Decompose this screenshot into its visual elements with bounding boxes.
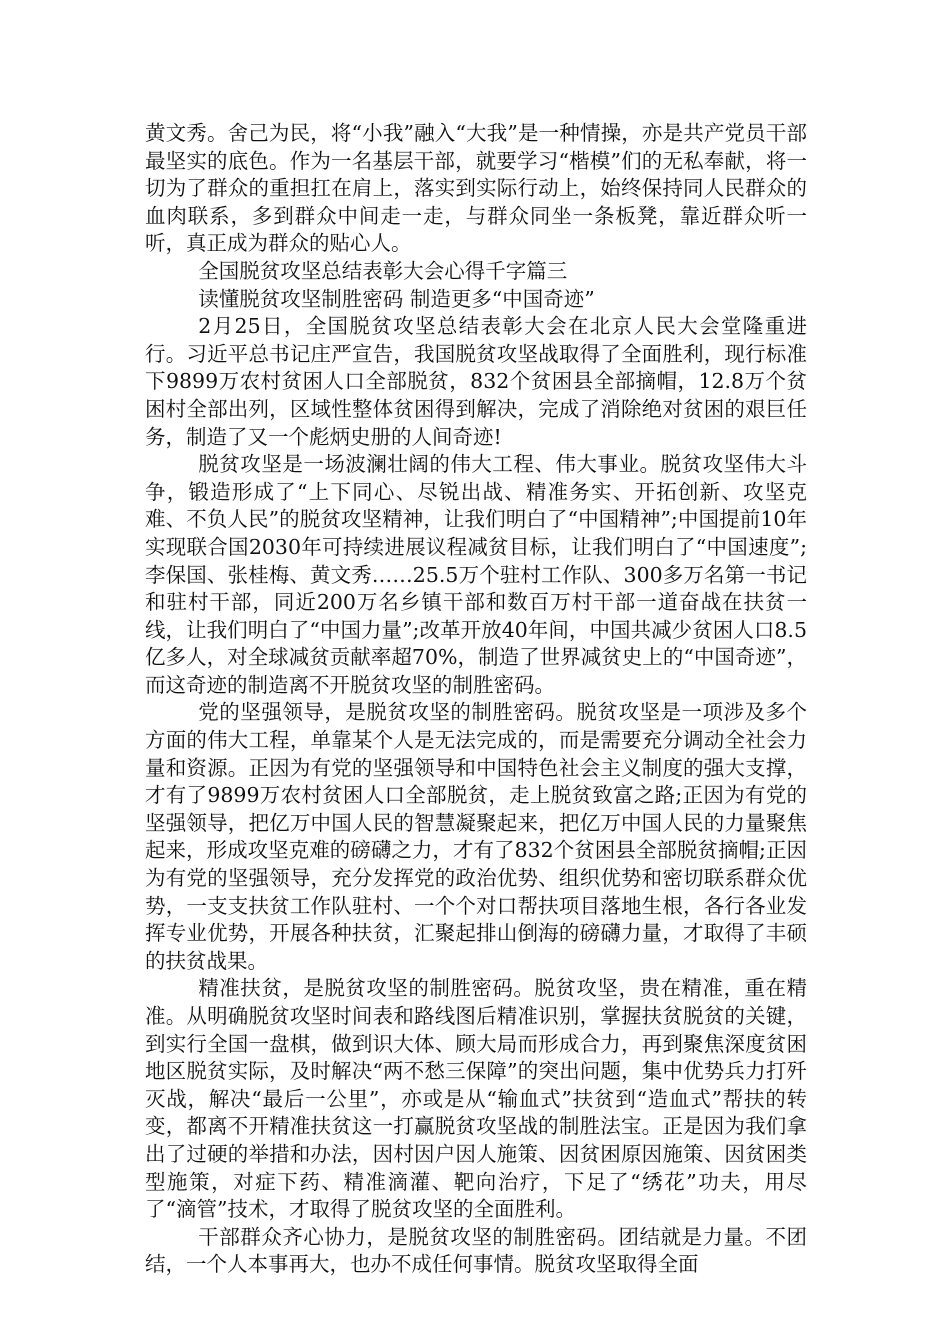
paragraph-continuation: 黄文秀。舍己为民，将“小我”融入“大我”是一种情操，亦是共产党员干部最坚实的底色。作为一名基层干部，就要学习“楷模”们的无私奉献，将一切为了群众的重担扛在肩上，落实到实际行动上，始终保持同人民群众的血肉联系，多到群众中间走一走，与群众同坐一条板凳，靠近群众听一听，真正成为群众的贴心人。: [145, 121, 807, 256]
article-title: 读懂脱贫攻坚制胜密码 制造更多“中国奇迹”: [198, 286, 595, 311]
paragraph-unity: 干部群众齐心协力，是脱贫攻坚的制胜密码。团结就是力量。不团结，一个人本事再大，也办不成任何事情。脱贫攻坚取得全面: [145, 1224, 807, 1277]
paragraph-intro: 2月25日，全国脱贫攻坚总结表彰大会在北京人民大会堂隆重进行。习近平总书记庄严宣告，我国脱贫攻坚战取得了全面胜利，现行标准下9899万农村贫困人口全部脱贫，832个贫困县全部摘帽，12.8万个贫困村全部出列，区域性整体贫困得到解决，完成了消除绝对贫困的艰巨任务，制造了又一个彪炳史册的人间奇迹!: [145, 314, 807, 449]
paragraph-spirit: 脱贫攻坚是一场波澜壮阔的伟大工程、伟大事业。脱贫攻坚伟大斗争，锻造形成了“上下同心、尽锐出战、精准务实、开拓创新、攻坚克难、不负人民”的脱贫攻坚精神，让我们明白了“中国精神”;中国提前10年实现联合国2030年可持续进展议程减贫目标，让我们明白了“中国速度”;李保国、张桂梅、黄文秀……25.5万个驻村工作队、300多万名第一书记和驻村干部，同近200万名乡镇干部和数百万村干部一道奋战在扶贫一线，让我们明白了“中国力量”;改革开放40年间，中国共减少贫困人口8.5亿多人，对全球减贫贡献率超70%，制造了世界减贫史上的“中国奇迹”，而这奇迹的制造离不开脱贫攻坚的制胜密码。: [145, 452, 807, 697]
paragraph-party-leadership: 党的坚强领导，是脱贫攻坚的制胜密码。脱贫攻坚是一项涉及多个方面的伟大工程，单靠某个人是无法完成的，而是需要充分调动全社会力量和资源。正因为有党的坚强领导和中国特色社会主义制度的强大支撑，才有了9899万农村贫困人口全部脱贫，走上脱贫致富之路;正因为有党的坚强领导，把亿万中国人民的智慧凝聚起来，把亿万中国人民的力量聚焦起来，形成攻坚克难的磅礴之力，才有了832个贫困县全部脱贫摘帽;正因为有党的坚强领导，充分发挥党的政治优势、组织优势和密切联系群众优势，一支支扶贫工作队驻村、一个个对口帮扶项目落地生根，各行各业发挥专业优势，开展各种扶贫，汇聚起排山倒海的磅礴力量，才取得了丰硕的扶贫战果。: [145, 700, 807, 973]
paragraph-precision-poverty: 精准扶贫，是脱贫攻坚的制胜密码。脱贫攻坚，贵在精准，重在精准。从明确脱贫攻坚时间表和路线图后精准识别，掌握扶贫脱贫的关键，到实行全国一盘棋，做到识大体、顾大局而形成合力，再到聚焦深度贫困地区脱贫实际，及时解决“两不愁三保障”的突出问题，集中优势兵力打歼灭战，解决“最后一公里”，亦或是从“输血式”扶贫到“造血式”帮扶的转变，都离不开精准扶贫这一打赢脱贫攻坚战的制胜法宝。正是因为我们拿出了过硬的举措和办法，因村因户因人施策、因贫困原因施策、因贫困类型施策，对症下药、精准滴灌、靶向治疗，下足了“绣花”功夫，用尽了“滴管”技术，才取得了脱贫攻坚的全面胜利。: [145, 976, 807, 1222]
section-heading: 全国脱贫攻坚总结表彰大会心得千字篇三: [198, 258, 568, 283]
document-page: [145, 120, 807, 1279]
